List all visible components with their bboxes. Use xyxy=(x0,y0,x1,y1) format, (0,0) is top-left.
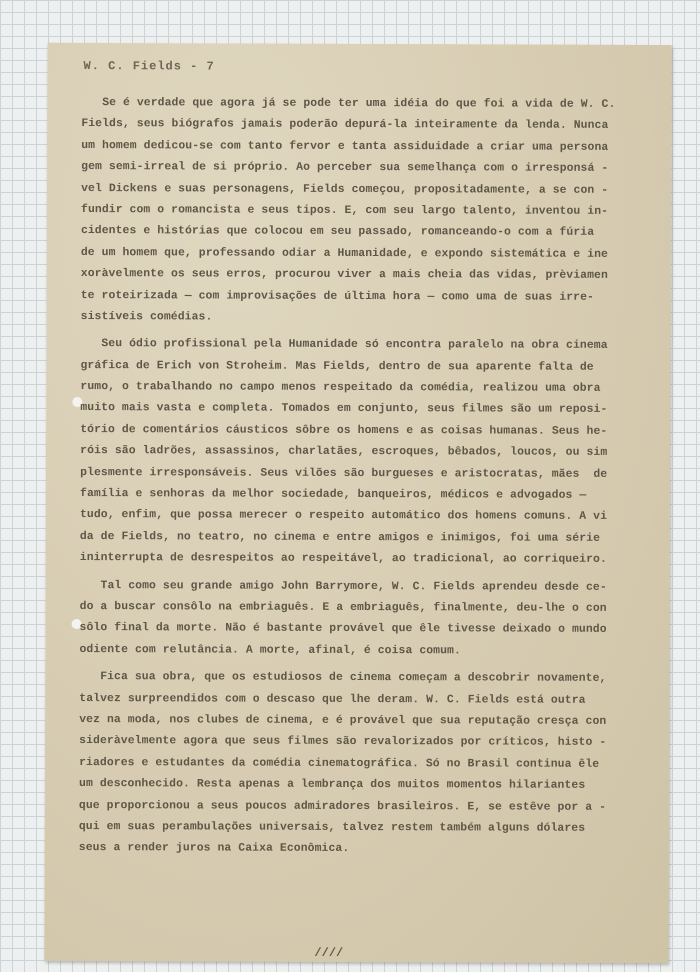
paragraph-3 xyxy=(79,576,651,664)
typewritten-page xyxy=(44,43,671,963)
text-line: plesmente irresponsáveis. Seus vilões são burgueses e aristocratas, mães de xyxy=(80,466,608,481)
paragraph-2 xyxy=(80,334,653,571)
text-line: Tal como seu grande amigo John Barrymore, W. C. Fields aprendeu desde ce- xyxy=(79,579,607,594)
text-line: vez na moda, nos clubes de cinema, e é provável que sua reputação cresça con xyxy=(79,713,607,728)
page-header: W. C. Fields - 7 xyxy=(83,59,215,74)
text-line: sistíveis comédias. xyxy=(80,310,213,324)
text-line: gráfica de Erich von Stroheim. Mas Fields, dentro de sua aparente falta de xyxy=(80,359,594,374)
text-line: que proporcionou a seus poucos admiradores brasileiros. E, se estêve por a - xyxy=(78,799,607,814)
text-line: fundir com o romancista e seus tipos. E, com seu largo talento, inventou in- xyxy=(81,203,609,218)
text-line: família e senhoras da melhor sociedade, banqueiros, médicos e advogados — xyxy=(80,488,587,502)
paragraph-1 xyxy=(81,93,654,330)
text-line: rumo, o trabalhando no campo menos respeitado da comédia, realizou uma obra xyxy=(80,381,601,395)
text-line: qui em suas perambulações universais, talvez restem também alguns dólares xyxy=(78,820,586,835)
text-line: tório de comentários cáusticos sôbre os homens e as coisas humanas. Seus he- xyxy=(80,423,608,438)
text-line: gem semi-irreal de si próprio. Ao perceber sua semelhança com o irresponsá - xyxy=(81,161,609,176)
text-line: róis são ladrões, assassinos, charlatães, escroques, bêbados, loucos, ou sim xyxy=(80,445,608,460)
text-line: muito mais vasta e completa. Tomados em conjunto, seus filmes são um reposi- xyxy=(80,402,608,417)
text-line: da de Fields, no teatro, no cinema e entre amigos e inimigos, foi uma série xyxy=(79,530,601,545)
body-text xyxy=(79,93,654,862)
text-line: te roteirizada — com improvisações de última hora — como uma de suas irre- xyxy=(80,289,594,304)
text-line: um homem dedicou-se com tanto fervor e tanta assiduidade a criar uma persona xyxy=(81,139,609,154)
text-line: sôlo final da morte. Não é bastante provável que êle tivesse deixado o mundo xyxy=(79,622,607,637)
text-line: odiente com relutância. A morte, afinal, é coisa comum. xyxy=(79,643,461,658)
text-line: Fields, seus biógrafos jamais poderão depurá-la inteiramente da lenda. Nunca xyxy=(81,118,609,133)
text-line: riadores e estudantes da comédia cinematográfica. Só no Brasil continua êle xyxy=(79,756,600,771)
text-line: um desconhecido. Resta apenas a lembrança dos muitos momentos hilariantes xyxy=(78,778,586,792)
text-line: seus a render juros na Caixa Econômica. xyxy=(78,842,350,856)
text-line: xoràvelmente os seus erros, procurou viver a mais cheia das vidas, prèviamen xyxy=(80,268,608,282)
paragraph-4 xyxy=(79,667,652,862)
text-line: vel Dickens e suas personagens, Fields começou, propositadamente, a se con - xyxy=(81,182,609,197)
text-line: Seu ódio profissional pela Humanidade só encontra paralelo na obra cinema xyxy=(80,338,608,353)
text-line: tudo, enfim, que possa merecer o respeito automático dos homens comuns. A vi xyxy=(79,509,608,524)
end-mark: //// xyxy=(314,945,344,960)
text-line: sideràvelmente agora que seus filmes são revalorizados por críticos, histo - xyxy=(79,735,607,750)
text-line: Fica sua obra, que os estudiosos de cinema começam a descobrir novamente, xyxy=(79,671,607,686)
text-line: cidentes e histórias que colocou em seu passado, romanceando-o com a fúria xyxy=(80,225,595,240)
text-line: talvez surpreendidos com o descaso que lhe deram. W. C. Fields está outra xyxy=(79,692,586,707)
text-line: Se é verdade que agora já se pode ter uma idéia do que foi a vida de W. C. xyxy=(81,97,616,111)
text-line: de um homem que, professando odiar a Humanidade, e expondo sistemática e ine xyxy=(80,246,608,261)
text-line: ininterrupta de desrespeitos ao respeitável, ao tradicional, ao corriqueiro. xyxy=(79,552,607,567)
text-line: do a buscar consôlo na embriaguês. E a embriaguês, finalmente, deu-lhe o con xyxy=(79,601,607,615)
